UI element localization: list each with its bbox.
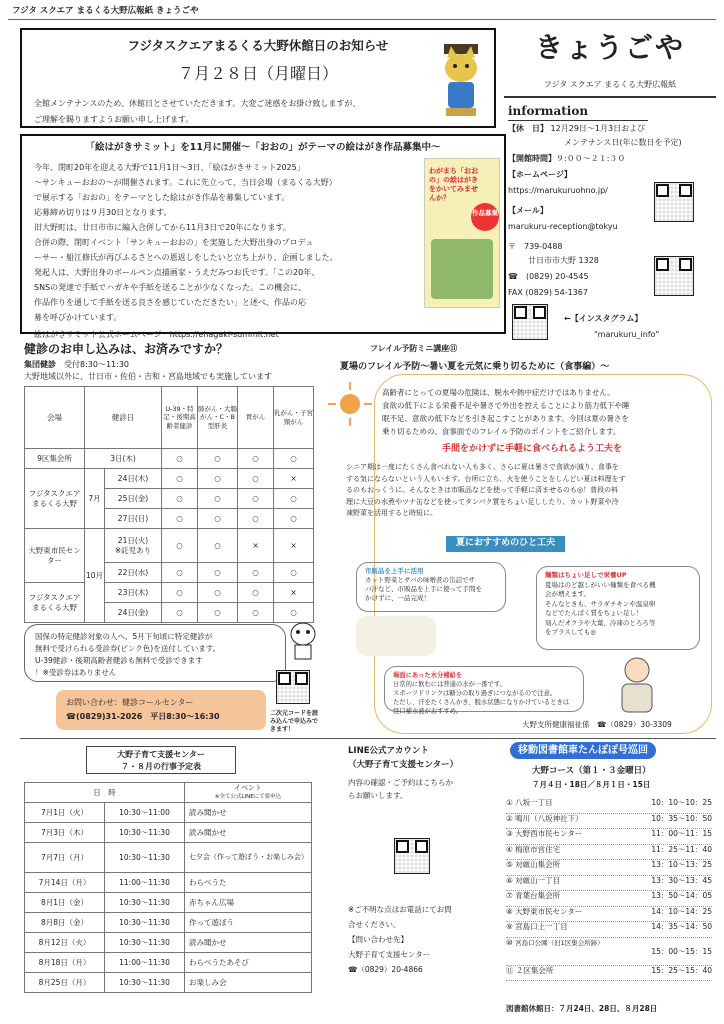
col-date: 日 時: [25, 783, 185, 803]
kenshin-title: 健診のお申し込みは、お済みですか？: [24, 342, 229, 356]
sun-icon: [326, 380, 374, 428]
mail-label: 【メール】: [508, 206, 548, 215]
closure-title: フジタスクエアまるくる大野休館日のお知らせ: [127, 38, 389, 53]
kenshin-qr-icon[interactable]: [276, 670, 310, 704]
homepage-label: 【ホームページ】: [508, 170, 572, 179]
table-row: 8月8日（金） 10:30～11:30 作って遊ぼう: [25, 913, 312, 933]
table-row: 8月18日（月） 11:00～11:30 わらべうたあそび: [25, 953, 312, 973]
table-row: 9区集会所 3日(木) ○ ○ ○ ○: [25, 449, 314, 469]
col-event: イベント: [234, 783, 262, 792]
frailty-prevention-section: [326, 340, 716, 736]
instagram-qr-icon[interactable]: [512, 304, 548, 340]
line-note: ※ご不明な点はお電話にてお問 合せください。 【問い合わせ先】 大野子育て支援センター ☎（0829）20-4866: [348, 905, 452, 974]
table-row: フジタスクエアまるくる大野 23日(木) ○ ○ ○ ×: [25, 583, 314, 603]
hours-value: ９:００～２１:３０: [556, 154, 626, 163]
ehagaki-line: SNSの発達で手紙でハガキや手紙を送ることが少なくなった。この機会に、: [34, 283, 307, 292]
mail-link[interactable]: marukuru-reception@tokyu: [508, 222, 618, 231]
masthead: [504, 28, 716, 98]
hours-label: 【開館時間】: [508, 154, 556, 163]
table-row: 8月1日（金） 10:30～11:30 赤ちゃん広場: [25, 893, 312, 913]
fleil-intro: 高齢者にとっての夏場の危険は、脱水や熱中症だけではありません。 食欲の低下による栄養不足や暑さで外出を控えることにより筋力低下や睡 眠不足、意欲の低下などを引き起こすことがあります。今回は夏の暑さを 乗り切るための、食事面でのフレイル予防のポイントをご紹介します。: [382, 388, 630, 436]
ehagaki-line: 応募締め切りは９月30日となります。: [34, 208, 172, 217]
masthead-subtitle: フジタ スクエア まるくる大野広報紙: [543, 80, 677, 89]
table-row: 大野東市民センター 10月 21日(火) ※託児あり ○ ○ × ×: [25, 529, 314, 563]
line-subtitle: （大野子育て支援センター）: [348, 760, 459, 770]
list-item: ⑦ 青葉台集会所 13：50～14：05: [506, 891, 712, 907]
cat-mascot-icon: [436, 42, 486, 118]
fleil-footer: 大野支所健康福祉係 ☎（0829）30-3309: [522, 720, 672, 729]
address: 廿日市市大野 1328: [528, 256, 599, 265]
closure-body: [34, 96, 424, 128]
line-qr-icon[interactable]: [394, 838, 430, 874]
section-divider: [20, 738, 716, 739]
health-checkup-section: [20, 340, 320, 736]
list-item: ③ 大野西市民センター 11：00～11：15: [506, 829, 712, 845]
kosodate-title: 大野子育て支援センター: [117, 750, 205, 759]
line-body: 内容の確認・ご予約はこちらか らお願いします。: [348, 778, 453, 800]
kenshin-notice-bubble: 国保の特定健診対象の人へ、5月下旬頃に特定健診が 無料で受けられる受診券(ピンク色)を送付しています。 U-39健診・後期高齢者健診も無料で受診できます ！※受診券はありません: [24, 624, 286, 682]
fleil-subtitle: 手間をかけずに手軽に食べられるよう工夫を: [442, 444, 623, 454]
list-item: ⑧ 大野東市民センター 14：10～14：25: [506, 907, 712, 923]
fax: FAX (0829) 54-1367: [508, 288, 588, 297]
ehagaki-line: 旧大野町は、廿日市市に編入合併してから11月3日で20年になります。: [34, 223, 291, 232]
table-row: フジタスクエアまるくる大野 7月 24日(木) ○ ○ ○ ×: [25, 469, 314, 489]
list-item: ⑩ 宮島口公園（旧1区集会所跡） 15：00～15：15: [506, 938, 712, 966]
homepage-qr-icon[interactable]: [654, 182, 694, 222]
tip-commercial: 市販品を上手に活用 カット野菜とサバの味噌煮の缶詰でサ バ汁など、市販品を上手に使って手間を かけずに、一品完成！: [356, 562, 506, 612]
ehagaki-line: で展示する「おおの」をテーマとした絵はがき作品を募集しています。: [34, 193, 290, 202]
list-item: ④ 梅原市営住宅 11：25～11：40: [506, 845, 712, 861]
line-title: LINE公式アカウント: [348, 746, 429, 756]
poster-text: わがまち「おおの」の絵はがきをかいてみませんか？: [429, 167, 478, 203]
poster-illustration: [431, 239, 493, 299]
list-item: ② 鳴川（八坂神社下） 10：35～10：50: [506, 814, 712, 830]
library-banner: 移動図書館車たんぽぽ号巡回: [510, 742, 656, 759]
col-breast: 乳がん・子宮頸がん: [274, 387, 314, 449]
tip-hydration: 場面にあった水分補給を 日常的に飲むには普通の水が一番です。 スポーツドリンクは糖分の取り過ぎにつながるので注意。 ただし、汗をたくさんかき、脱水状態になりかけているときは 経口補水液がおすすめ。: [384, 666, 584, 712]
kosodate-subtitle: ７・８月の行事予定表: [121, 762, 201, 771]
group-checkup-label: 集団健診: [24, 360, 56, 369]
childcare-events-section: [20, 740, 336, 1022]
kosodate-title-box: [86, 746, 236, 774]
ehagaki-url-label: 絵はがきサミット公式ホームページ: [34, 330, 162, 339]
ehagaki-title: 「絵はがきサミット」を11月に開催～「おおの」がテーマの絵はがき作品募集中～: [85, 142, 441, 153]
col-venue: 会場: [25, 387, 85, 449]
list-item: ⑥ 対厳山一丁目 13：30～13：45: [506, 876, 712, 892]
col-stomach: 胃がん: [238, 387, 274, 449]
ehagaki-line: ～サンキューおおの～が開催されます。これに先立って、当日会場（まるくる大野）: [34, 178, 337, 187]
mobile-library-section: [502, 740, 716, 1022]
library-course: 大野コース（第１・３金曜日）: [532, 766, 651, 776]
table-row: 8月25日（月） 10:30～11:30 お楽しみ会: [25, 973, 312, 993]
ehagaki-line: 募を呼びかけています。: [34, 313, 122, 322]
checkup-table: [24, 386, 314, 623]
ehagaki-url-link[interactable]: https://ehagaki-summit.net: [169, 330, 279, 339]
table-row: 8月12日（火） 10:30～11:30 読み聞かせ: [25, 933, 312, 953]
instagram-label: ←【インスタグラム】: [564, 314, 643, 323]
list-item: ⑤ 対厳山集会所 13：10～13：25: [506, 860, 712, 876]
table-row: 7月14日（月） 11:00～11:30 わらべうた: [25, 873, 312, 893]
group-checkup-time: 受付8:30～11:30: [64, 360, 130, 369]
holiday-label: 【休 日】: [508, 124, 548, 133]
cow-mascot-icon: [288, 620, 318, 660]
library-closed-days: 図書館休館日：７月24日、28日、８月28日: [506, 1004, 658, 1013]
mail-qr-icon[interactable]: [654, 256, 694, 296]
list-item: ⑪ ２区集会所 15：25～15：40: [506, 966, 712, 982]
fleil-title: 夏場のフレイル予防～暑い夏を元気に乗り切るために（食事編）～: [340, 362, 610, 372]
closure-line: ご理解を賜りますようお願い申し上げます。: [34, 115, 194, 124]
list-item: ① 八坂一丁目 10：10～10：25: [506, 798, 712, 814]
homepage-link[interactable]: https://marukuruohno.jp/: [508, 186, 608, 195]
fleil-banner: 夏におすすめのひと工夫: [446, 536, 565, 552]
elderly-man-icon: [612, 654, 662, 714]
library-dates: ７月４日・18日／８月１日・15日: [532, 780, 651, 789]
table-row: 7月3日（木） 10:30～11:30 読み聞かせ: [25, 823, 312, 843]
fleil-series: フレイル予防ミニ講座⑪: [370, 344, 458, 353]
childcare-note: ※託児あり: [114, 545, 152, 555]
kenshin-note: 大野地域以外に、廿日市・佐伯・吉和・宮島地域でも実施しています: [24, 372, 272, 381]
table-row: 22日(水) ○ ○ ○ ○: [25, 563, 314, 583]
top-header-bar: フジタ スクエア まるくる大野広報紙 きょうごや: [8, 6, 716, 20]
closure-line: 全館メンテナンスのため、休館日とさせていただきます。大変ご迷惑をお掛け致しますが、: [34, 99, 361, 108]
col-u39: U-39・特定・後期高齢者健診: [162, 387, 198, 449]
col-date: 健診日: [85, 387, 162, 449]
poster-badge: 作品募集: [471, 203, 499, 231]
ehagaki-poster: [424, 158, 500, 308]
table-row: 7月1日（火） 10:30～11:00 読み聞かせ: [25, 803, 312, 823]
table-header: [25, 387, 314, 449]
holiday-value: 12月29日～1月3日および: [550, 124, 646, 133]
table-row: 24日(金) ○ ○ ○ ○: [25, 603, 314, 623]
instagram-handle[interactable]: "marukuru_info": [594, 330, 660, 339]
ehagaki-summit-article: [20, 134, 506, 339]
table-header: 日 時 イベント ※全て公式LINEにて要申込: [25, 783, 312, 803]
table-row: 7月7日（月） 10:30～11:30 七夕会（作って遊ぼう・お楽しみ会）: [25, 843, 312, 873]
ehagaki-line: 今年、閉町20年を迎える大野で11月1日～3日、「絵はがきサミット2025」: [34, 163, 305, 172]
ehagaki-line: ーサー・船江修氏が再びふるさとへの恩返しをしたいと立ち上がり、企画しました。: [34, 253, 338, 262]
table-row: 25日(金) ○ ○ ○ ○: [25, 489, 314, 509]
qr-caption: 二次元コードを読み込んで申込みできます！: [270, 710, 319, 733]
contact-box: お問い合わせ：健診コールセンター ☎(0829)31-2026 平日8:30～16:30: [56, 690, 266, 730]
zip-code: 〒 739-0488: [508, 242, 563, 251]
closure-notice: [20, 28, 496, 128]
tip-noodles: 麺類はちょい足しで栄養UP 夏場はのど越しがいい麺類を食べる機 会が増えます。 そんなときも、サラダチキンや温泉卵 などでたんぱく質をちょい足し！ 刻んだオクラや大葉、冷凍のとろろ等 をプラスしても◎: [536, 566, 700, 650]
list-item: ⑨ 宮島口上一丁目 14：35～14：50: [506, 922, 712, 938]
ehagaki-line: 発起人は、大野出身のボールペン点描画家・うえだみつお氏です。「この20年、: [34, 268, 320, 277]
info-title: information: [508, 104, 648, 121]
information-panel: [504, 104, 716, 344]
library-stops: [506, 798, 712, 981]
table-row: 27日(日) ○ ○ ○ ○: [25, 509, 314, 529]
kosodate-table: [24, 782, 312, 993]
col-lung: 肺がん・大腸がん・C・B型肝炎: [198, 387, 238, 449]
ehagaki-line: 作品作りを通して手紙を送る良さを感じていただきたい」と述べ、作品の応: [34, 298, 306, 307]
ehagaki-line: 合併の際、閉町イベント「サンキューおおの」を実施した大野出身のプロデュ: [34, 238, 314, 247]
holiday-value-2: メンテナンス日(年に数日を予定): [564, 138, 682, 147]
closure-date: ７月２８日（月曜日）: [177, 64, 338, 83]
food-illustration-icon: [356, 616, 436, 656]
fleil-body: シニア期は一度にたくさん食べれない人も多く、さらに夏は暑さで食欲が減り、食事を する気にならないという人もいます。台所に立ち、火を使うことをしんどい夏は料理をす るのもおっくうに。そんなときは市販品などを使って手軽に済ませるのも◎！普段の料 理に大豆の水煮やツナ缶などを使ってタンパク質をちょい足ししたり、カット野菜や冷 凍野菜を活用すると時短に。: [346, 463, 626, 517]
phone: ☎ (0829) 20-4545: [508, 272, 589, 281]
masthead-title: きょうごや: [534, 31, 685, 64]
line-account-section: [346, 740, 492, 1022]
ehagaki-body: [34, 160, 420, 342]
